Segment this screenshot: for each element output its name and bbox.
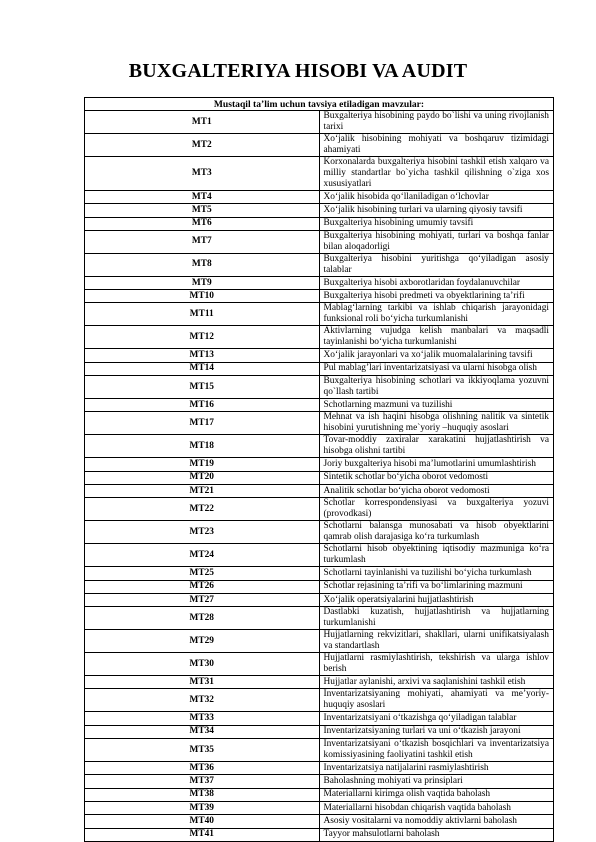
table-row (85, 290, 554, 303)
topic-title: Buxgalteriya hisobining paydo bo`lishi va uning rivojlanish tarixi (319, 111, 554, 134)
topic-title: Schotlarni hisob obyektining iqtisodiy mazmuniga ko‘ra turkumlash (319, 544, 554, 567)
topic-title: Buxgalteriya hisobining mohiyati, turlari va boshqa fanlar bilan aloqadorligi (319, 230, 554, 253)
topic-code: MT26 (85, 580, 320, 593)
topic-code: MT16 (85, 399, 320, 412)
topic-code: MT28 (85, 607, 320, 630)
table-row (85, 580, 554, 593)
topic-code: MT7 (85, 230, 320, 253)
topic-code: MT21 (85, 484, 320, 497)
topic-code: MT27 (85, 593, 320, 606)
topic-title: Dastlabki kuzatish, hujjatlashtirish va hujjatlarning turkumlanishi (319, 607, 554, 630)
table-row (85, 435, 554, 458)
table-row (85, 521, 554, 544)
topic-title: Schotlarni tayinlanishi va tuzilishi bo‘yicha turkumlash (319, 567, 554, 580)
table-row (85, 326, 554, 349)
topic-title: Mehnat va ish haqini hisobga olishning nalitik va sintetik hisobini yurutishning me`yoriy –huquqiy asoslari (319, 412, 554, 435)
table-row (85, 653, 554, 676)
topic-code: MT31 (85, 676, 320, 689)
topic-title: Buxgalteriya hisobining umumiy tavsifi (319, 217, 554, 230)
topic-title: Baholashning mohiyati va prinsiplari (319, 775, 554, 788)
table-row (85, 111, 554, 134)
topic-code: MT9 (85, 276, 320, 289)
table-row (85, 567, 554, 580)
table-row (85, 828, 554, 841)
topic-code: MT14 (85, 362, 320, 375)
table-row (85, 412, 554, 435)
topic-title: Materiallarni kirimga olish vaqtida baholash (319, 788, 554, 801)
table-row (85, 788, 554, 801)
topic-title: Schotlarni balansga munosabati va hisob obyektlarini qamrab olish darajasiga ko‘ra turkumlash (319, 521, 554, 544)
topic-code: MT20 (85, 471, 320, 484)
table-row (85, 191, 554, 204)
table-row (85, 712, 554, 725)
topic-title: Buxgalteriya hisobi predmeti va obyektlarining ta’rifi (319, 290, 554, 303)
table-header-row (85, 98, 554, 111)
topic-title: Inventarizatsiyaning turlari va uni o‘tkazish jarayoni (319, 725, 554, 738)
topic-title: Tovar-moddiy zaxiralar xarakatini hujjatlashtirish va hisobga olishni tartibi (319, 435, 554, 458)
table-row (85, 303, 554, 326)
document-title: BUXGALTERIYA HISOBI VA AUDIT (128, 60, 468, 82)
topic-title: Buxgalteriya hisobi axborotlaridan foydalanuvchilar (319, 276, 554, 289)
topic-code: MT11 (85, 303, 320, 326)
topic-title: Schotlar rejasining ta’rifi va bo‘limlarining mazmuni (319, 580, 554, 593)
topic-code: MT40 (85, 815, 320, 828)
topic-title: Xo‘jalik hisobining mohiyati va boshqaruv tizimidagi ahamiyati (319, 134, 554, 157)
topics-table (84, 97, 554, 842)
topic-code: MT25 (85, 567, 320, 580)
table-row (85, 157, 554, 191)
topic-title: Xo‘jalik operatsiyalarini hujjatlashtirish (319, 593, 554, 606)
topic-title: Schotlarning mazmuni va tuzilishi (319, 399, 554, 412)
table-row (85, 762, 554, 775)
topic-title: Inventarizatsiyani o‘tkazishga qo‘yiladigan talablar (319, 712, 554, 725)
topic-code: MT24 (85, 544, 320, 567)
topic-code: MT5 (85, 204, 320, 217)
table-row (85, 676, 554, 689)
topic-code: MT18 (85, 435, 320, 458)
topic-code: MT22 (85, 498, 320, 521)
table-row (85, 399, 554, 412)
topic-code: MT13 (85, 349, 320, 362)
table-row (85, 458, 554, 471)
topic-code: MT8 (85, 253, 320, 276)
topic-title: Hujjatlar aylanishi, arxivi va saqlanishini tashkil etish (319, 676, 554, 689)
topic-title: Sintetik schotlar bo‘yicha oborot vedomosti (319, 471, 554, 484)
table-row (85, 134, 554, 157)
topic-code: MT39 (85, 801, 320, 814)
table-header: Mustaqil ta’lim uchun tavsiya etiladigan mavzular: (85, 98, 554, 111)
topic-title: Schotlar korrespondensiyasi va buxgalteriya yozuvi (provodkasi) (319, 498, 554, 521)
topic-code: MT32 (85, 689, 320, 712)
table-row (85, 230, 554, 253)
topic-code: MT29 (85, 630, 320, 653)
table-row (85, 376, 554, 399)
table-row (85, 689, 554, 712)
topic-title: Xo‘jalik hisobining turlari va ularning qiyosiy tavsifi (319, 204, 554, 217)
topic-title: Joriy buxgalteriya hisobi ma’lumotlarini umumlashtirish (319, 458, 554, 471)
topic-code: MT10 (85, 290, 320, 303)
table-row (85, 607, 554, 630)
topic-code: MT3 (85, 157, 320, 191)
topic-title: Pul mablag’lari inventarizatsiyasi va ularni hisobga olish (319, 362, 554, 375)
topic-title: Korxonalarda buxgalteriya hisobini tashkil etish xalqaro va milliy standartlar bo`yicha tashkil qilishning o`ziga xos xususiyatlari (319, 157, 554, 191)
table-row (85, 471, 554, 484)
topic-title: Xo‘jalik hisobida qo‘llaniladigan o‘lchovlar (319, 191, 554, 204)
topic-code: MT41 (85, 828, 320, 841)
topic-title: Materiallarni hisobdan chiqarish vaqtida baholash (319, 801, 554, 814)
topic-title: Hujjatlarning rekvizitlari, shakllari, ularni unifikatsiyalash va standartlash (319, 630, 554, 653)
table-row (85, 362, 554, 375)
topic-code: MT36 (85, 762, 320, 775)
table-row (85, 204, 554, 217)
table-row (85, 253, 554, 276)
topic-code: MT33 (85, 712, 320, 725)
table-body (85, 111, 554, 842)
topic-title: Aktivlarning vujudga kelish manbalari va maqsadli tayinlanishi bo‘yicha turkumlanishi (319, 326, 554, 349)
topic-title: Tayyor mahsulotlarni baholash (319, 828, 554, 841)
topic-code: MT15 (85, 376, 320, 399)
topic-title: Buxgalteriya hisobini yuritishga qo‘yiladigan asosiy talablar (319, 253, 554, 276)
topic-code: MT30 (85, 653, 320, 676)
topic-code: MT34 (85, 725, 320, 738)
topic-code: MT19 (85, 458, 320, 471)
table-row (85, 725, 554, 738)
table-row (85, 217, 554, 230)
topic-title: Inventarizatsiyani o‘tkazish bosqichlari va inventarizatsiya komissiyasining faoliyatini tashkil etish (319, 739, 554, 762)
topic-code: MT17 (85, 412, 320, 435)
topic-code: MT2 (85, 134, 320, 157)
table-row (85, 349, 554, 362)
topic-code: MT35 (85, 739, 320, 762)
topic-title: Inventarizatsiyaning mohiyati, ahamiyati va me’yoriy-huquqiy asoslari (319, 689, 554, 712)
topic-code: MT4 (85, 191, 320, 204)
topic-title: Buxgalteriya hisobining schotlari va ikkiyoqlama yozuvni qo`llash tartibi (319, 376, 554, 399)
table-row (85, 593, 554, 606)
table-row (85, 815, 554, 828)
table-row (85, 801, 554, 814)
table-row (85, 775, 554, 788)
topic-code: MT1 (85, 111, 320, 134)
table-row (85, 484, 554, 497)
table-row (85, 739, 554, 762)
table-row (85, 544, 554, 567)
table-row (85, 276, 554, 289)
topic-code: MT12 (85, 326, 320, 349)
topic-title: Inventarizatsiya natijalarini rasmiylashtirish (319, 762, 554, 775)
topic-title: Mablag‘larning tarkibi va ishlab chiqarish jarayonidagi funksional roli bo‘yicha turkumlanishi (319, 303, 554, 326)
topic-title: Hujjatlarni rasmiylashtirish, tekshirish va ularga ishlov berish (319, 653, 554, 676)
topic-title: Analitik schotlar bo‘yicha oborot vedomosti (319, 484, 554, 497)
topic-code: MT37 (85, 775, 320, 788)
topic-code: MT6 (85, 217, 320, 230)
topic-code: MT38 (85, 788, 320, 801)
topic-code: MT23 (85, 521, 320, 544)
table-row (85, 498, 554, 521)
topic-title: Asosiy vositalarni va nomoddiy aktivlarni baholash (319, 815, 554, 828)
topic-title: Xo‘jalik jarayonlari va xo‘jalik muomalalarining tavsifi (319, 349, 554, 362)
table-row (85, 630, 554, 653)
